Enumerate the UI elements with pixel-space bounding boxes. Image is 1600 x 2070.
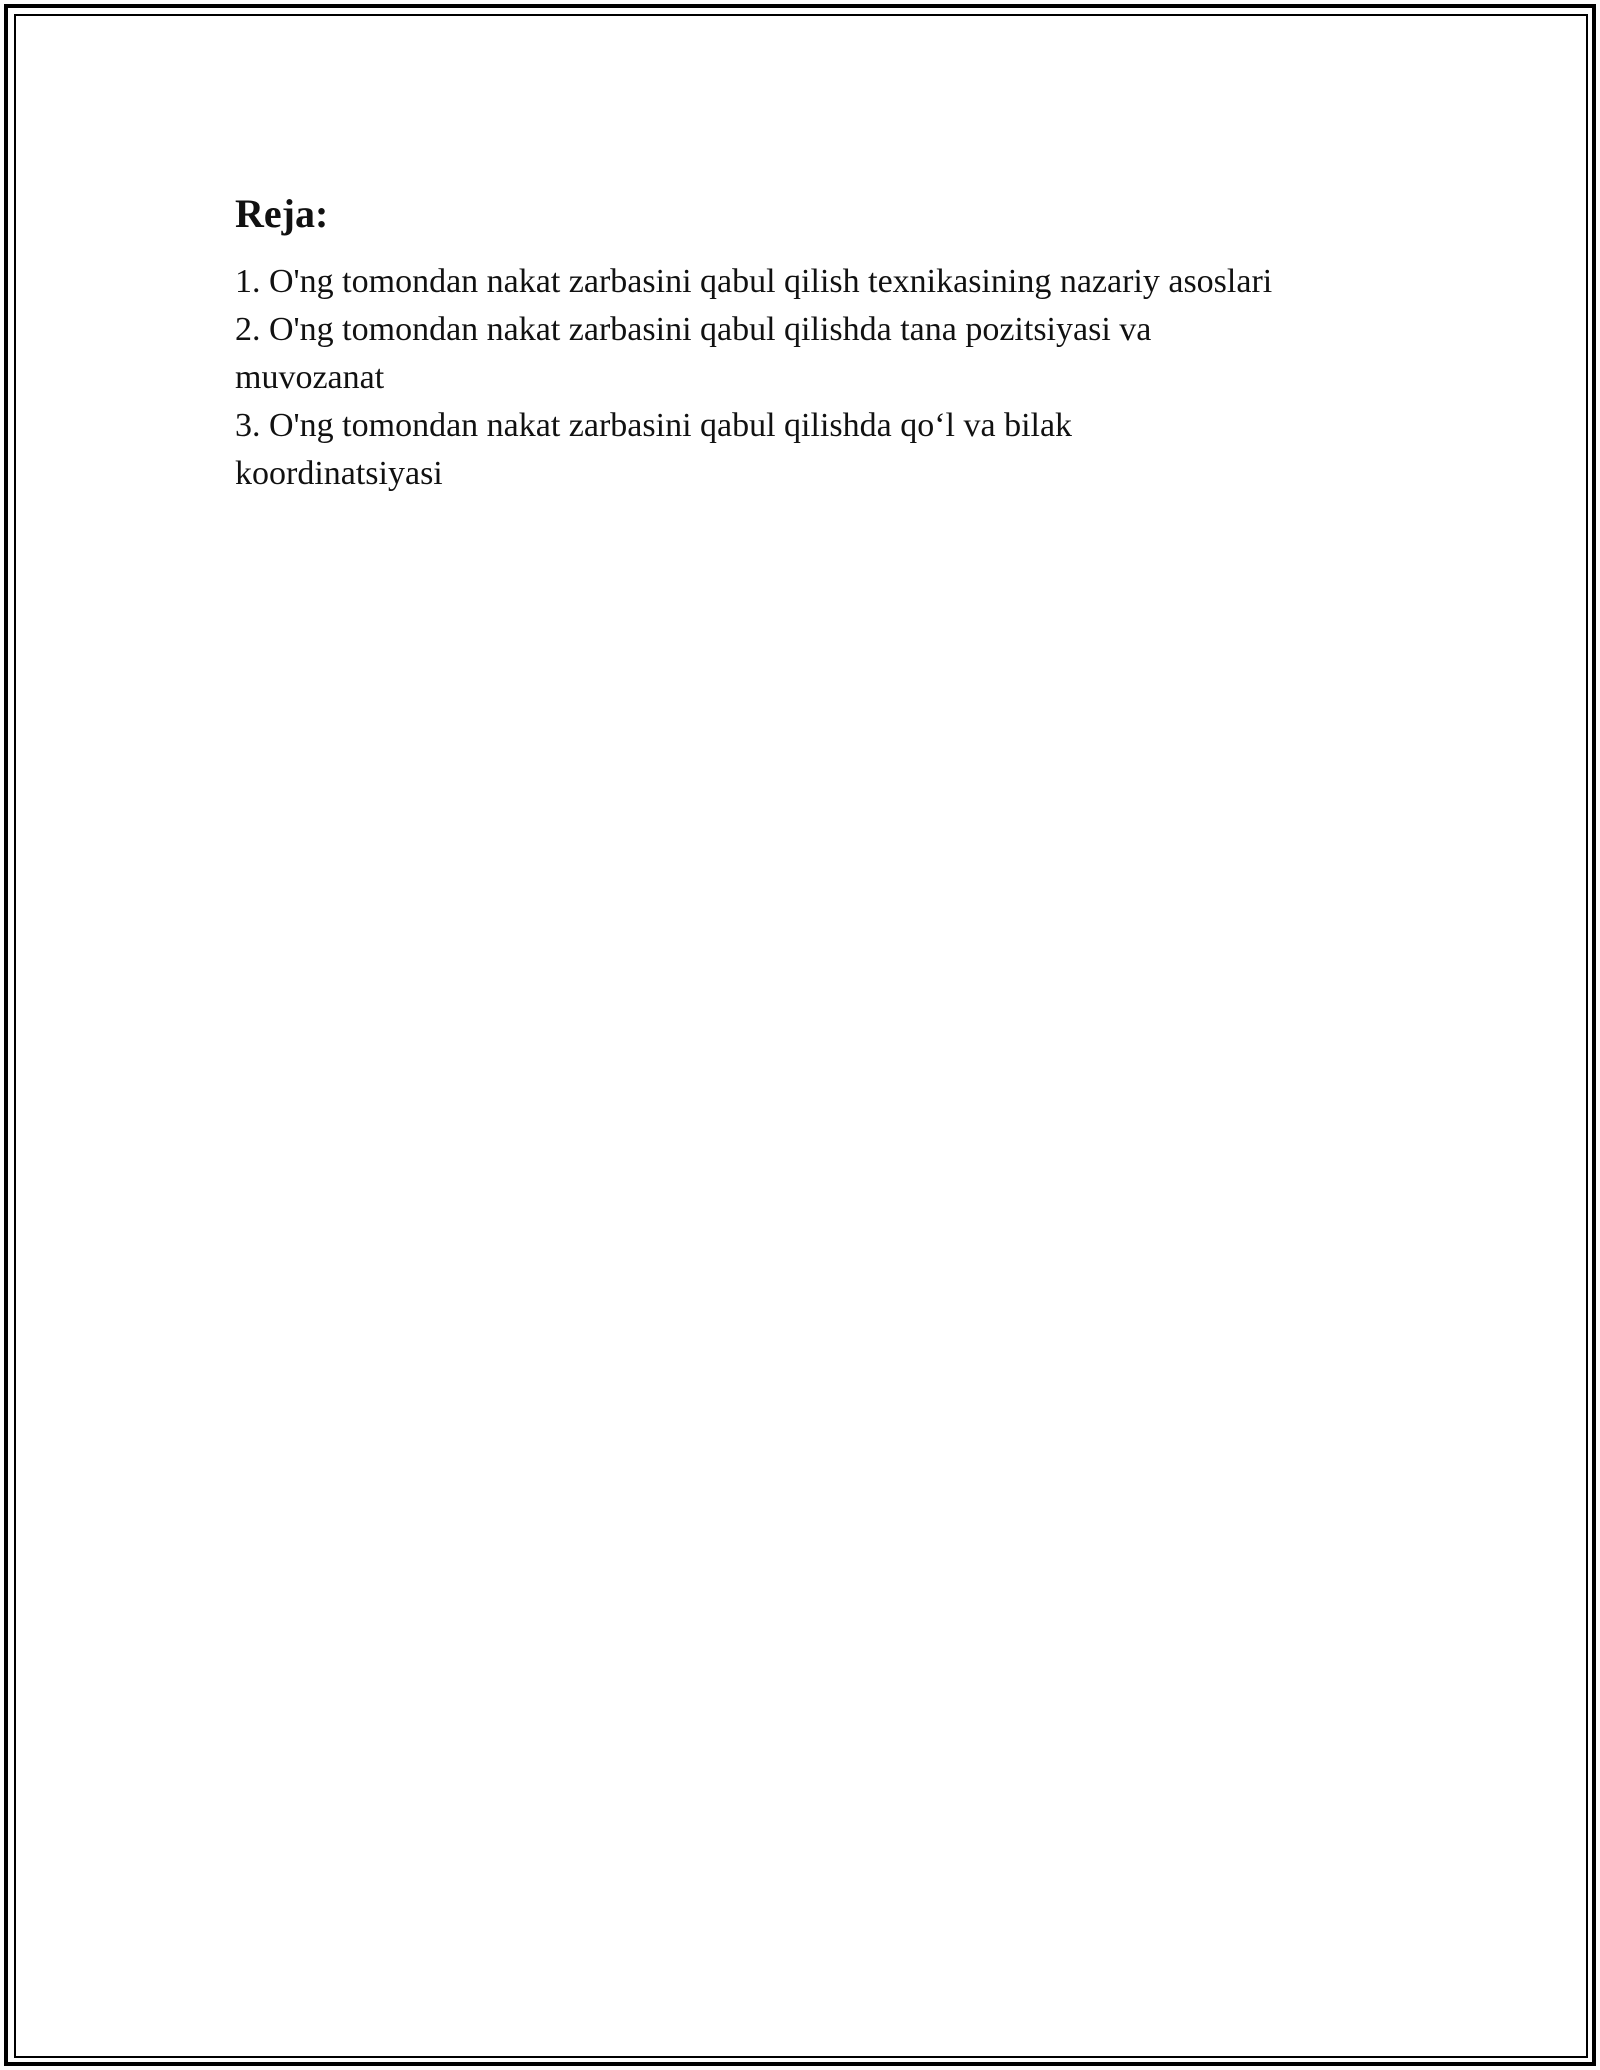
document-content [235,188,1385,498]
list-item: 1. O'ng tomondan nakat zarbasini qabul qilish texnikasining nazariy asoslari [235,263,1273,300]
list-item: 2. O'ng tomondan nakat zarbasini qabul qilishda tana pozitsiyasi va muvozanat [235,311,1152,396]
page-title: Reja: [235,191,329,236]
plan-list [235,258,1385,498]
list-item: 3. O'ng tomondan nakat zarbasini qabul qilishda qo‘l va bilak koordinatsiyasi [235,407,1073,492]
